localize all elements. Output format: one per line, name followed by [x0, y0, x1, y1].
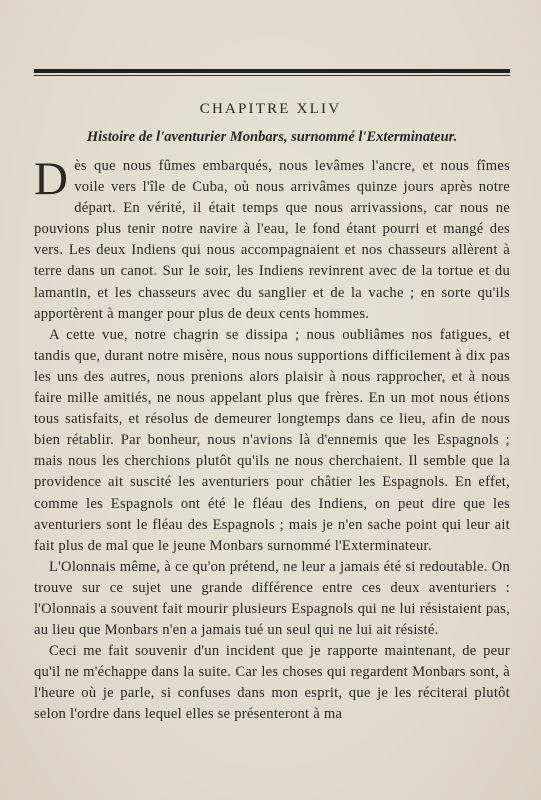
header-rule-thick [34, 69, 510, 73]
paragraph-3: L'Olonnais même, à ce qu'on prétend, ne leur a jamais été si redoutable. On trouve sur ce sujet une grande différence entre ces deux aventuriers : l'Olonnais a souvent fait mourir plusieurs Espagnols qui ne lui résistaient pas, au lieu que Monbars n'en a jamais tué un seul qui ne lui ait résisté. [34, 558, 510, 639]
paragraph-1-text: ès que nous fûmes embarqués, nous levâmes l'ancre, et nous fîmes voile vers l'île de Cuba, où nous arrivâmes quinze jours après notre départ. En vérité, il était temps que nous arrivassions, car nous ne pouvions plus tenir notre navire à l'eau, le fond étant pourri et mangé des vers. Les deux Indiens qui nous accompagnaient et nos chasseurs allèrent à terre dans un canot. Sur le soir, les Indiens revinrent avec de la tortue et du lamantin, et les chasseurs avec du sanglier et de la vache ; en sorte qu'ils apportèrent à manger pour plus de deux cents hommes. [34, 158, 510, 322]
paragraph-4: Ceci me fait souvenir d'un incident que je rapporte maintenant, de peur qu'il ne m'échappe dans la suite. Car les choses qui regardent Monbars sont, à l'heure où je parle, si confuses dans mon esprit, que je les réciterai plutôt selon l'ordre dans lequel elles se présenteront à ma [34, 643, 510, 723]
drop-cap: D [34, 153, 69, 205]
chapter-subtitle: Histoire de l'aventurier Monbars, surnommé l'Exterminateur. [86, 129, 458, 145]
chapter-title: CHAPITRE XLIV [199, 101, 342, 117]
paragraph-2: A cette vue, notre chagrin se dissipa ; nous oubliâmes nos fatigues, et tandis que, durant notre misère, nous nous supportions difficilement à dix pas les uns des autres, nous prenions alors plaisir à nous rapprocher, et à nous faire mille amitiés, ne nous appelant plus que frères. En un mot nous étions tous satisfaits, et résolus de demeurer longtemps dans ce lieu, afin de nous bien rétablir. Par bonheur, nous n'avions là d'ennemis que les Espagnols ; mais nous les cherchions plutôt qu'ils ne nous cherchaient. Il semble que la providence ait suscité les aventuriers pour châtier les Espagnols. En effet, comme les Espagnols ont été le fléau des Indiens, on peut dire que les aventuriers sont le fléau des Espagnols ; mais je n'en sache point qui leur ait fait plus de mal que le jeune Monbars surnommé l'Exterminateur. [34, 326, 510, 554]
header-rule-thin [34, 75, 510, 76]
chapter-body [34, 153, 510, 726]
paragraph-1 [34, 153, 510, 325]
